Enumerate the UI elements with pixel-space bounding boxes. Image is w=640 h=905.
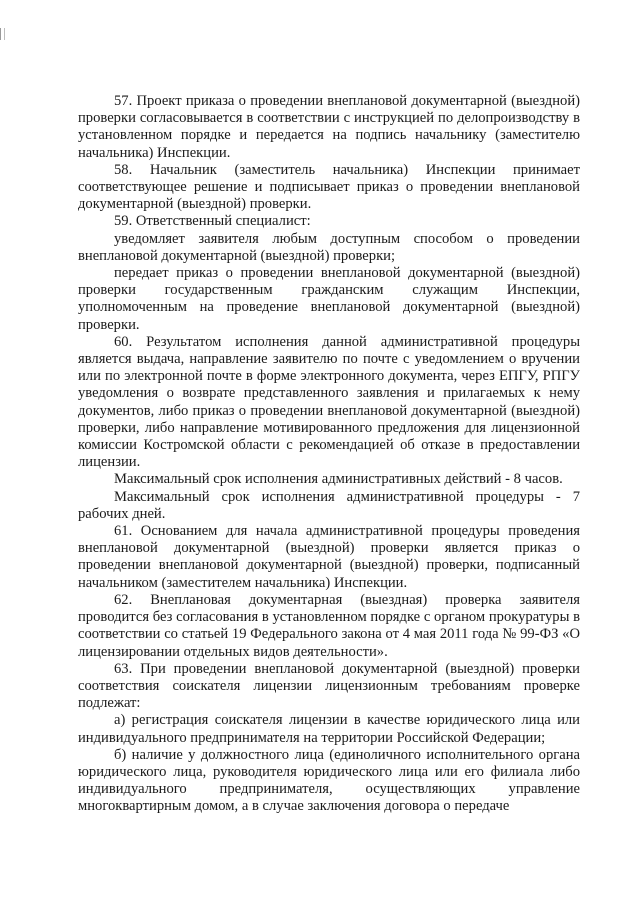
paragraph-58: 58. Начальник (заместитель начальника) Инспекции принимает соответствующее решение и подписывает приказ о проведении внеплановой документарной (выездной) проверки. <box>78 161 580 213</box>
paragraph-62: 62. Внеплановая документарная (выездная) проверка заявителя проводится без согласования в установленном порядке с органом прокуратуры в соответствии со статьей 19 Федерального закона от 4 мая 2011 года № 99-ФЗ «О лицензировании отдельных видов деятельности». <box>78 591 580 660</box>
paragraph-59: 59. Ответственный специалист: <box>114 213 311 230</box>
paragraph-63-b: б) наличие у должностного лица (единоличного исполнительного органа юридического лица, руководителя юридического лица или его филиала либо индивидуального предпринимателя, осуществляющих управление многоквартирным домом, а в случае заключения договора о передаче <box>78 746 580 815</box>
paragraph-63: 63. При проведении внеплановой документарной (выездной) проверки соответствия соискателя лицензии лицензионным требованиям проверке подлежат: <box>78 660 580 712</box>
paragraph-59-transfer: передает приказ о проведении внеплановой документарной (выездной) проверки государственным гражданским служащим Инспекции, уполномоченным на проведение внеплановой документарной (выездной) проверки. <box>78 265 580 333</box>
paragraph-60: 60. Результатом исполнения данной административной процедуры является выдача, направление заявителю по почте с уведомлением о вручении или по электронной почте в форме электронного документа, через ЕПГУ, РПГУ уведомления о возврате представленного заявления и прилагаемых к нему документов, либо приказ о проведении внеплановой документарной (выездной) проверки, либо направление мотивированного предложения для лицензионной комиссии Костромской области с рекомендацией об отказе в предоставлении лицензии. <box>78 333 580 471</box>
paragraph-61: 61. Основанием для начала административной процедуры проведения внеплановой документарной (выездной) проверки является приказ о проведении внеплановой документарной (выездной) проверки, подписанный начальником (заместителем начальника) Инспекции. <box>78 523 580 591</box>
scan-edge-mark <box>0 28 5 40</box>
document-page <box>78 93 580 816</box>
paragraph-max-actions: Максимальный срок исполнения административных действий - 8 часов. <box>114 471 563 488</box>
paragraph-max-procedure: Максимальный срок исполнения административной процедуры - 7 рабочих дней. <box>78 488 580 522</box>
paragraph-57: 57. Проект приказа о проведении внеплановой документарной (выездной) проверки согласовывается в соответствии с инструкцией по делопроизводству в установленном порядке и передается на подпись начальнику (заместителю начальника) Инспекции. <box>78 93 580 161</box>
paragraph-59-notify: уведомляет заявителя любым доступным способом о проведении внеплановой документарной (выездной) проверки; <box>78 230 580 264</box>
paragraph-63-a: а) регистрация соискателя лицензии в качестве юридического лица или индивидуального предпринимателя на территории Российской Федерации; <box>78 712 580 746</box>
